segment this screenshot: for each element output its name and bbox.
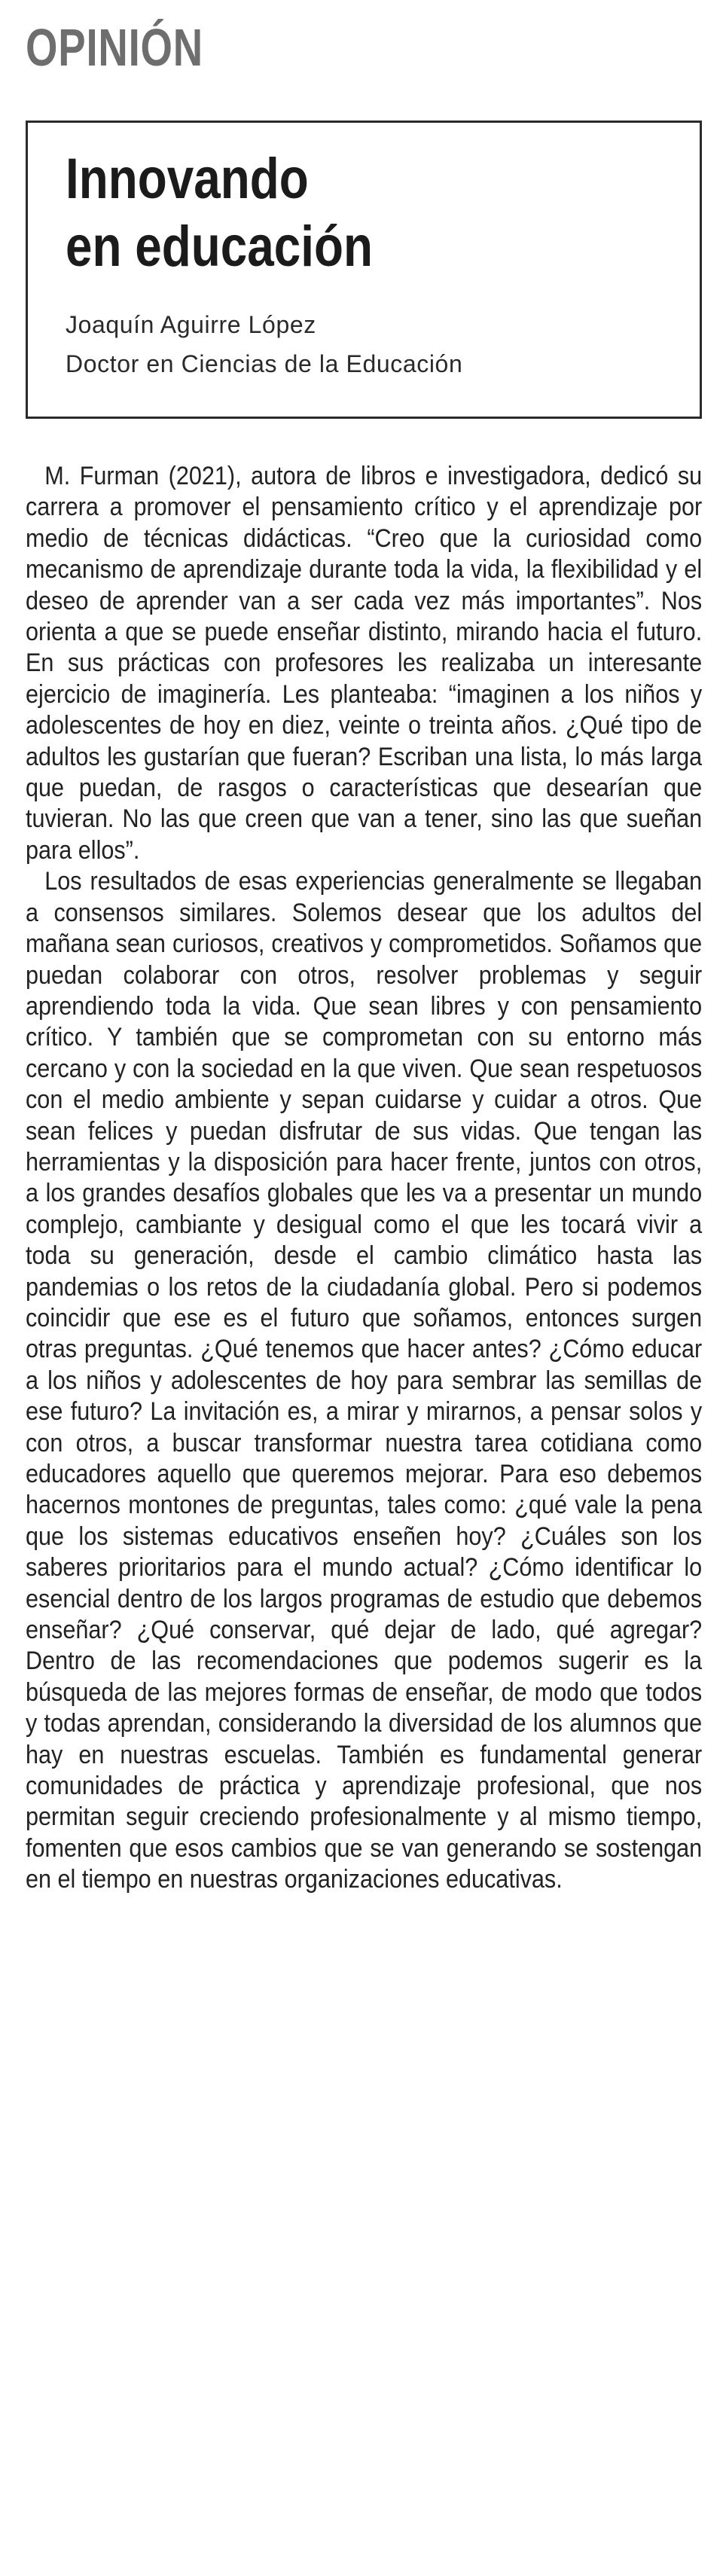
article-body: [26, 461, 702, 1896]
article-headline: [66, 145, 373, 281]
body-paragraph: Los resultados de esas experiencias generalmente se llegaban a consensos similares. Solemos desear que los adultos del mañana sean curiosos, creativos y comprometidos. Soñamos que puedan colaborar con otros, resolver problemas y seguir aprendiendo toda la vida. Que sean libres y con pensamiento crítico. Y también que se comprometan con su entorno más cercano y con la sociedad en la que viven. Que sean respetuosos con el medio ambiente y sepan cuidarse y cuidar a otros. Que sean felices y puedan disfrutar de sus vidas. Que tengan las herramientas y la disposición para hacer frente, juntos con otros, a los grandes desafíos globales que les va a presentar un mundo complejo, cambiante y desigual como el que les tocará vivir a toda su generación, desde el cambio climático hasta las pandemias o los retos de la ciudadanía global. Pero si podemos coincidir que ese es el futuro que soñamos, entonces surgen otras preguntas. ¿Qué tenemos que hacer antes? ¿Cómo educar a los niños y adolescentes de hoy para sembrar las semillas de ese futuro? La invitación es, a mirar y mirarnos, a pensar solos y con otros, a buscar transformar nuestra tarea cotidiana como educadores aquello que queremos mejorar. Para eso debemos hacernos montones de preguntas, tales como: ¿qué vale la pena que los sistemas educativos enseñen hoy? ¿Cuáles son los saberes prioritarios para el mundo actual? ¿Cómo identificar lo esencial dentro de los largos programas de estudio que debemos enseñar? ¿Qué conservar, qué dejar de lado, qué agregar? Dentro de las recomendaciones que podemos sugerir es la búsqueda de las mejores formas de enseñar, de modo que todos y todas aprendan, considerando la diversidad de los alumnos que hay en nuestras escuelas. También es fundamental generar comunidades de práctica y aprendizaje profesional, que nos permitan seguir creciendo profesionalmente y al mismo tiempo, fomenten que esos cambios que se van generando se sostengan en el tiempo en nuestras organizaciones educativas.: [26, 867, 703, 1894]
author-name: Joaquín Aguirre López: [66, 311, 316, 338]
article-header-box: [26, 121, 702, 419]
author-title: Doctor en Ciencias de la Educación: [66, 350, 463, 377]
headline-line-2: en educación: [66, 215, 373, 279]
author-byline: [66, 305, 462, 383]
section-label: OPINIÓN: [26, 18, 204, 77]
headline-line-1: Innovando: [66, 147, 309, 211]
body-paragraph: M. Furman (2021), autora de libros e investigadora, dedicó su carrera a promover el pensamiento crítico y el aprendizaje por medio de técnicas didácticas. “Creo que la curiosidad como mecanismo de aprendizaje durante toda la vida, la flexibilidad y el deseo de aprender van a ser cada vez más importantes”. Nos orienta a que se puede enseñar distinto, mirando hacia el futuro. En sus prácticas con profesores les realizaba un interesante ejercicio de imaginería. Les planteaba: “imaginen a los niños y adolescentes de hoy en diez, veinte o treinta años. ¿Qué tipo de adultos les gustarían que fueran? Escriban una lista, lo más larga que puedan, de rasgos o características que desearían que tuvieran. No las que creen que van a tener, sino las que sueñan para ellos”.: [26, 462, 703, 865]
